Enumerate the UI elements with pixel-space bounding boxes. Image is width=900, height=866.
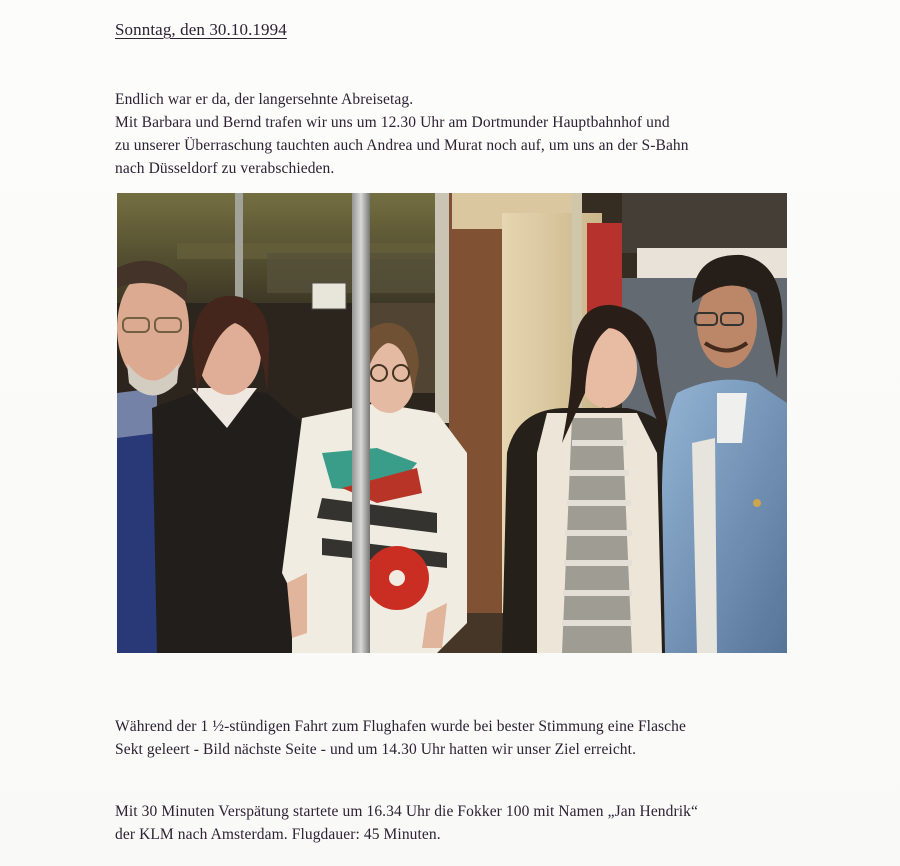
intro-line: Endlich war er da, der langersehnte Abreisetag.: [115, 91, 414, 108]
train-photo-illustration: [117, 193, 787, 653]
departure-line: Mit 30 Minuten Verspätung startete um 16.34 Uhr die Fokker 100 mit Namen „Jan Hendrik“: [115, 803, 698, 820]
departure-line: der KLM nach Amsterdam. Flugdauer: 45 Minuten.: [115, 826, 441, 843]
train-ride-line: Während der 1 ½-stündigen Fahrt zum Flughafen wurde bei bester Stimmung eine Flasche: [115, 718, 686, 735]
intro-line: nach Düsseldorf zu verabschieden.: [115, 160, 335, 177]
group-photo: [117, 193, 787, 653]
train-ride-line: Sekt geleert - Bild nächste Seite - und um 14.30 Uhr hatten wir unser Ziel erreicht.: [115, 741, 637, 758]
intro-line: Mit Barbara und Bernd trafen wir uns um 12.30 Uhr am Dortmunder Hauptbahnhof und: [115, 114, 670, 131]
train-ride-paragraph: [115, 715, 805, 761]
departure-paragraph: [115, 800, 805, 846]
intro-line: zu unserer Überraschung tauchten auch Andrea und Murat noch auf, um uns an der S-Bahn: [115, 137, 689, 154]
intro-paragraph: [115, 88, 805, 180]
page-date-heading: Sonntag, den 30.10.1994: [115, 20, 287, 39]
